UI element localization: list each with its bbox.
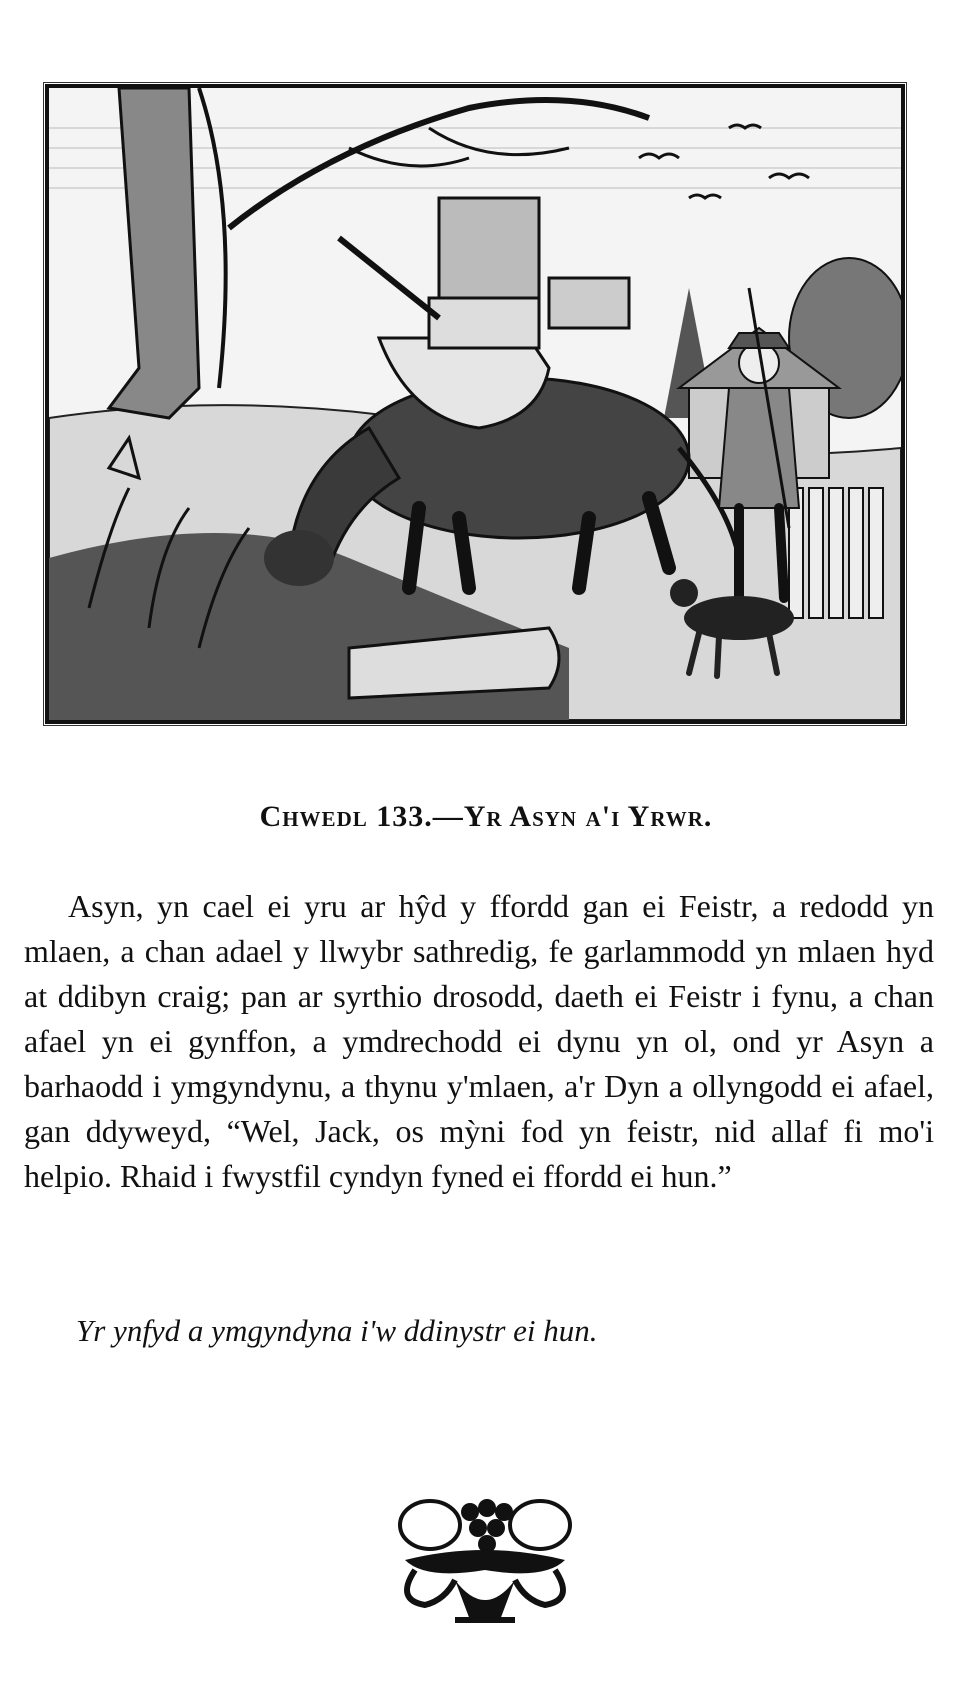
fable-moral: Yr ynfyd a ymgyndyna i'w ddinystr ei hun. — [76, 1313, 598, 1348]
fable-paragraph: Asyn, yn cael ei yru ar hŷd y ffordd gan ei Feistr, a redodd yn mlaen, a chan adael y llwybr sathredig, fe garlammodd yn mlaen hyd at ddibyn craig; pan ar syrthio drosodd, daeth ei Feistr i fynu, a chan afael yn ei gynffon, a ymdrechodd ei dynu yn ol, ond yr Asyn a barhaodd i ymgyndynu, a thynu y'mlaen, a'r Dyn a ollyngodd ei afael, gan ddyweyd, “Wel, Jack, os mỳni fod yn feistr, nid allaf fi mo'i helpio. Rhaid i fwystfil cyndyn fyned ei ffordd ei hun.” — [24, 888, 934, 1194]
fable-title: Chwedl 133.—Yr Asyn a'i Yrwr. — [259, 800, 713, 833]
ornament-graphic — [385, 1490, 585, 1630]
fruit-ornament — [385, 1490, 585, 1630]
fable-illustration — [45, 84, 905, 724]
woodcut-scene — [49, 88, 901, 720]
fable-body — [24, 884, 934, 1199]
